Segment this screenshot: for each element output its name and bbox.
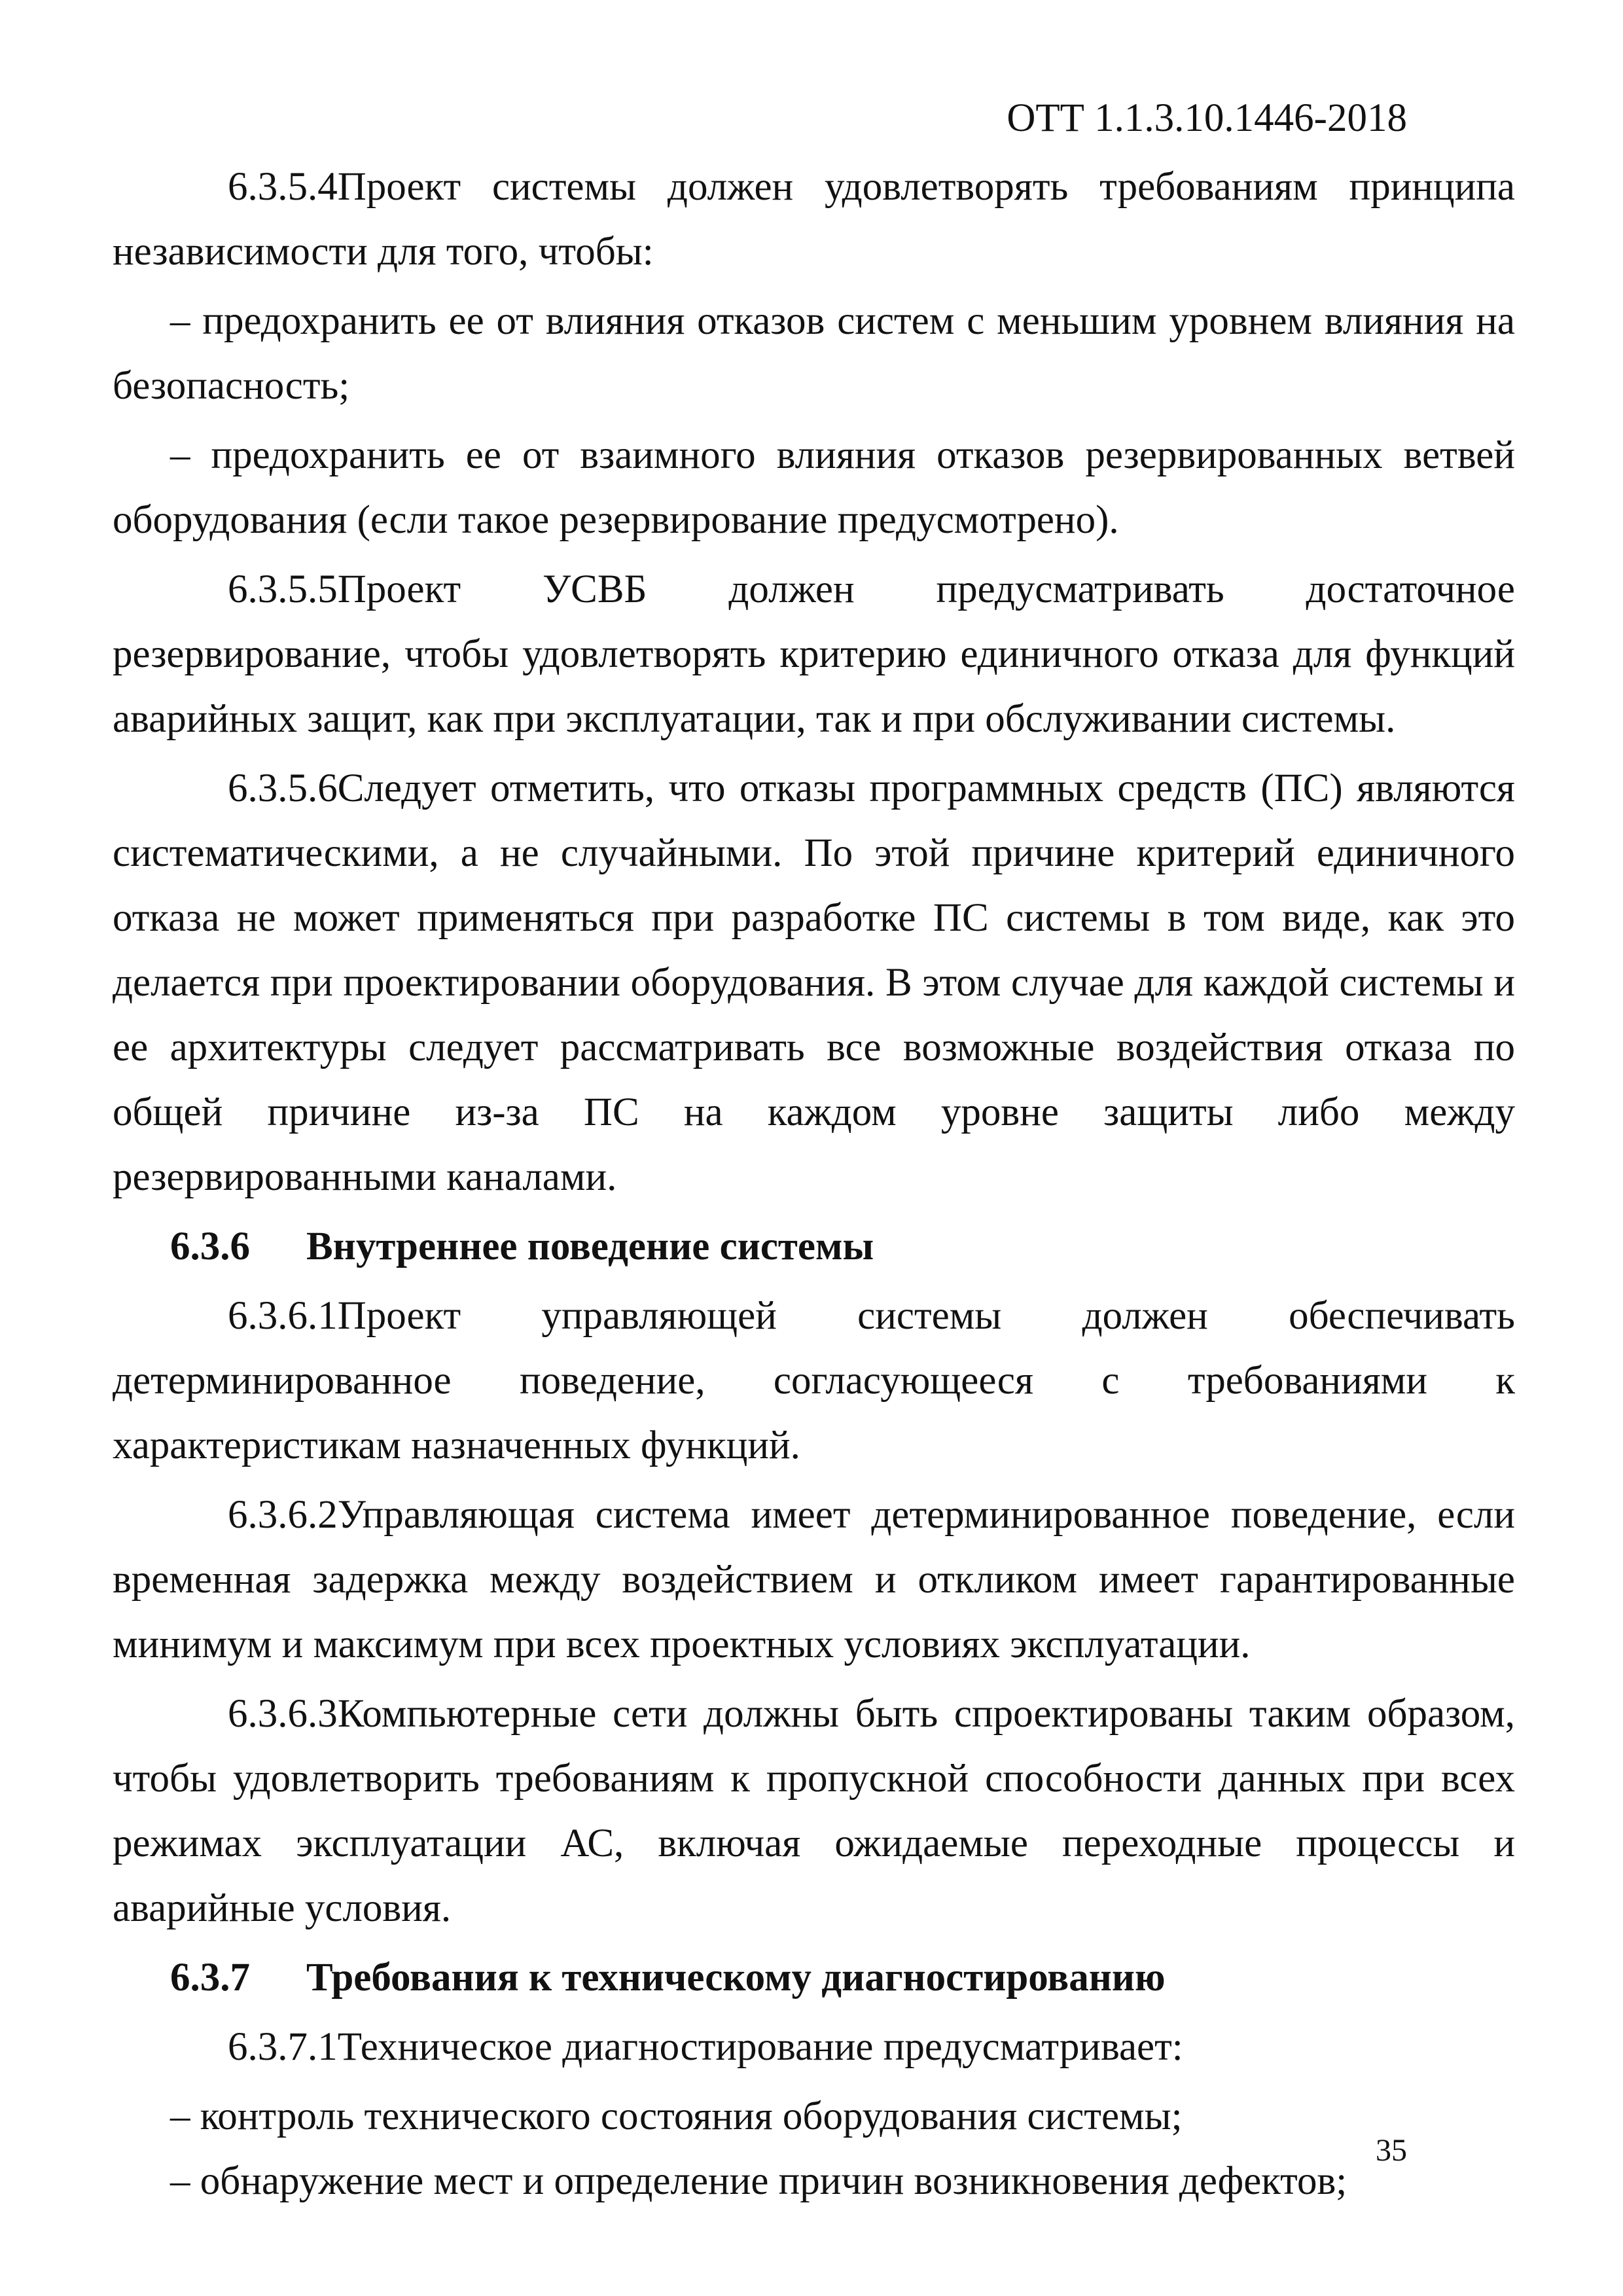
document-body [113, 154, 1515, 2214]
list-item [113, 423, 1515, 552]
list-item [113, 289, 1515, 418]
heading-text: Требования к техническому диагностированию [306, 1956, 1166, 2000]
paragraph-6-3-6-2 [113, 1482, 1515, 1677]
paragraph-text: Проект управляющей системы должен обеспечивать детерминированное поведение, согласующееся с требованиями к характеристикам назначенных функций. [113, 1294, 1515, 1467]
list-item-text: – предохранить ее от влияния отказов систем с меньшим уровнем влияния на безопасность; [113, 299, 1515, 408]
paragraph-number: 6.3.5.5 [228, 567, 338, 611]
section-heading-6-3-7 [113, 1945, 1515, 2010]
heading-number: 6.3.7 [170, 1956, 250, 2000]
paragraph-6-3-5-5 [113, 557, 1515, 751]
list-item-text: – обнаружение мест и определение причин возникновения дефектов; [170, 2159, 1347, 2203]
list-item-text: – контроль технического состояния оборудования системы; [170, 2094, 1183, 2138]
paragraph-number: 6.3.6.1 [228, 1294, 338, 1338]
paragraph-6-3-6-1 [113, 1283, 1515, 1478]
paragraph-text: Проект УСВБ должен предусматривать достаточное резервирование, чтобы удовлетворять критерию единичного отказа для функций аварийных защит, как при эксплуатации, так и при обслуживании системы. [113, 567, 1515, 741]
section-heading-6-3-6 [113, 1214, 1515, 1279]
paragraph-number: 6.3.5.4 [228, 165, 338, 209]
document-code: ОТТ 1.1.3.10.1446-2018 [1007, 96, 1407, 140]
paragraph-number: 6.3.6.3 [228, 1692, 338, 1736]
paragraph-text: Проект системы должен удовлетворять требованиям принципа независимости для того, чтобы: [113, 165, 1515, 274]
list-item [113, 2149, 1515, 2214]
paragraph-text: Следует отметить, что отказы программных средств (ПС) являются систематическими, а не случайными. По этой причине критерий единичного отказа не может применяться при разработке ПС системы в том виде, как это делается при проектировании оборудования. В этом случае для каждой системы и ее архитектуры следует рассматривать все возможные воздействия отказа по общей причине из-за ПС на каждом уровне защиты либо между резервированными каналами. [113, 766, 1515, 1199]
page-number: 35 [1376, 2133, 1407, 2168]
paragraph-6-3-7-1 [113, 2015, 1515, 2079]
paragraph-number: 6.3.7.1 [228, 2025, 338, 2069]
paragraph-number: 6.3.6.2 [228, 1493, 338, 1537]
heading-text: Внутреннее поведение системы [306, 1225, 874, 1268]
paragraph-text: Управляющая система имеет детерминированное поведение, если временная задержка между воздействием и откликом имеет гарантированные минимум и максимум при всех проектных условиях эксплуатации. [113, 1493, 1515, 1666]
paragraph-text: Компьютерные сети должны быть спроектированы таким образом, чтобы удовлетворить требованиям к пропускной способности данных при всех режимах эксплуатации АС, включая ожидаемые переходные процессы и аварийные условия. [113, 1692, 1515, 1930]
heading-number: 6.3.6 [170, 1225, 250, 1268]
list-item-text: – предохранить ее от взаимного влияния отказов резервированных ветвей оборудования (если такое резервирование предусмотрено). [113, 433, 1515, 542]
paragraph-6-3-6-3 [113, 1681, 1515, 1941]
paragraph-text: Техническое диагностирование предусматривает: [337, 2025, 1183, 2069]
paragraph-6-3-5-4 [113, 154, 1515, 284]
paragraph-number: 6.3.5.6 [228, 766, 338, 810]
paragraph-6-3-5-6 [113, 756, 1515, 1210]
list-item [113, 2084, 1515, 2149]
